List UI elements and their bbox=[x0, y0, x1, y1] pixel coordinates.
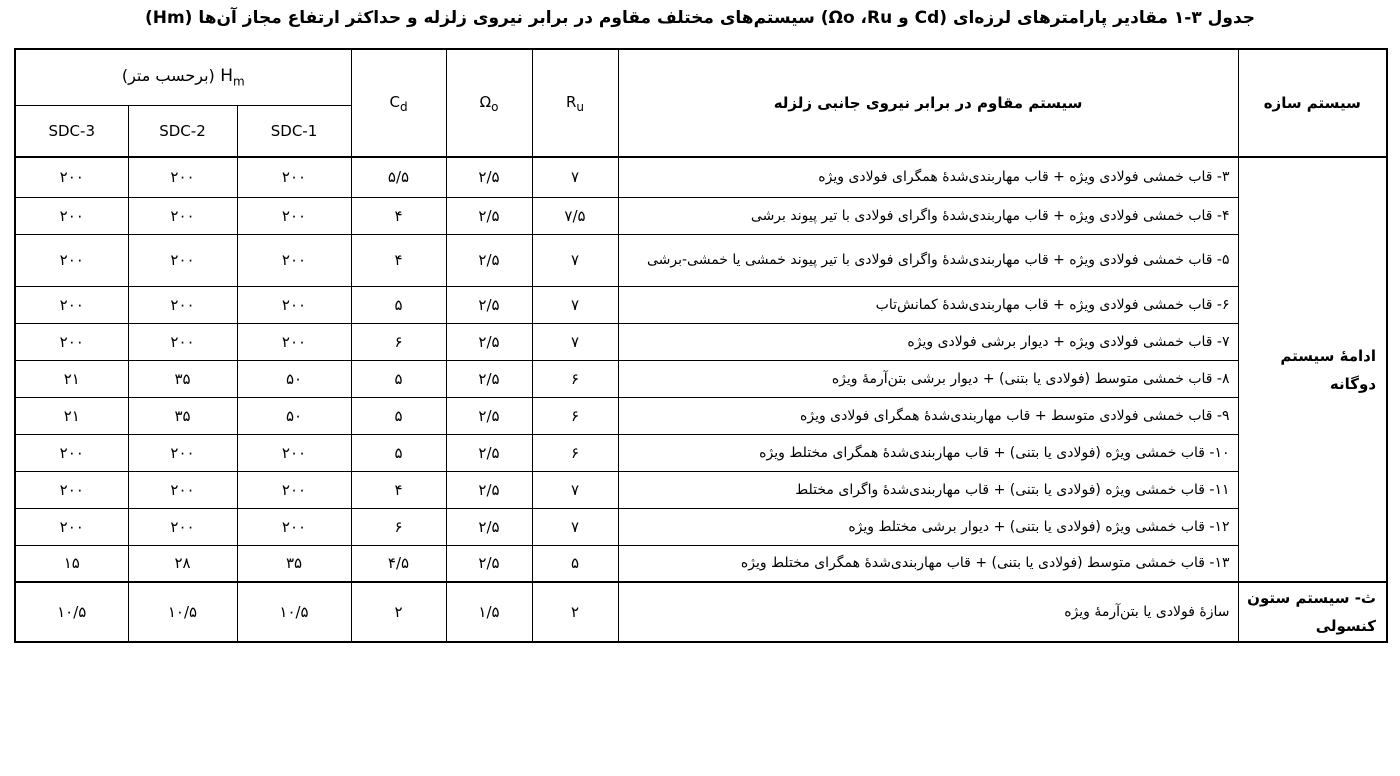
ru-subscript: u bbox=[576, 99, 585, 114]
omega-cell: ۲/۵ bbox=[446, 471, 532, 508]
seismic-parameters-table bbox=[14, 48, 1388, 643]
sdc2-cell: ۳۵ bbox=[128, 397, 237, 434]
sdc3-cell: ۲۰۰ bbox=[15, 197, 128, 234]
system-description: ۱۰- قاب خمشی ویژه (فولادی یا بتنی) + قاب مهاربندی‌شدهٔ همگرای مختلط ویژه bbox=[618, 434, 1238, 471]
table-row bbox=[15, 157, 1387, 197]
ru-header bbox=[532, 49, 618, 157]
ru-cell: ۷ bbox=[532, 323, 618, 360]
sdc3-cell: ۲۰۰ bbox=[15, 286, 128, 323]
system-description: ۶- قاب خمشی فولادی ویژه + قاب مهاربندی‌شدهٔ کمانش‌تاب bbox=[618, 286, 1238, 323]
structure-system-header: سیستم سازه bbox=[1238, 49, 1387, 157]
sdc3-cell: ۲۰۰ bbox=[15, 471, 128, 508]
sdc3-cell: ۱۵ bbox=[15, 545, 128, 582]
system-description: ۴- قاب خمشی فولادی ویژه + قاب مهاربندی‌شدهٔ واگرای فولادی با تیر پیوند برشی bbox=[618, 197, 1238, 234]
system-description: ۷- قاب خمشی فولادی ویژه + دیوار برشی فولادی ویژه bbox=[618, 323, 1238, 360]
hm-symbol: H bbox=[220, 66, 233, 87]
hm-unit: (برحسب متر) bbox=[121, 66, 215, 86]
sdc3-cell: ۲۰۰ bbox=[15, 323, 128, 360]
ru-cell: ۶ bbox=[532, 434, 618, 471]
system-description: ۵- قاب خمشی فولادی ویژه + قاب مهاربندی‌شدهٔ واگرای فولادی با تیر پیوند خمشی یا خمشی-برشی bbox=[618, 234, 1238, 286]
sdc1-cell: ۲۰۰ bbox=[237, 234, 351, 286]
sdc2-cell: ۱۰/۵ bbox=[128, 582, 237, 642]
ru-cell: ۶ bbox=[532, 397, 618, 434]
cd-cell: ۵ bbox=[351, 360, 446, 397]
sdc1-cell: ۲۰۰ bbox=[237, 323, 351, 360]
sdc3-cell: ۱۰/۵ bbox=[15, 582, 128, 642]
cd-cell: ۵ bbox=[351, 397, 446, 434]
omega-cell: ۲/۵ bbox=[446, 286, 532, 323]
sdc1-cell: ۲۰۰ bbox=[237, 508, 351, 545]
hm-subscript: m bbox=[232, 74, 245, 89]
table-row bbox=[15, 471, 1387, 508]
cd-cell: ۴ bbox=[351, 234, 446, 286]
sdc2-cell: ۳۵ bbox=[128, 360, 237, 397]
ru-cell: ۷ bbox=[532, 508, 618, 545]
sdc1-cell: ۵۰ bbox=[237, 360, 351, 397]
sdc2-cell: ۲۸ bbox=[128, 545, 237, 582]
sdc2-cell: ۲۰۰ bbox=[128, 508, 237, 545]
cd-cell: ۶ bbox=[351, 508, 446, 545]
system-description: ۳- قاب خمشی فولادی ویژه + قاب مهاربندی‌شدهٔ همگرای فولادی ویژه bbox=[618, 157, 1238, 197]
ru-cell: ۷ bbox=[532, 157, 618, 197]
omega-cell: ۲/۵ bbox=[446, 508, 532, 545]
omega-cell: ۲/۵ bbox=[446, 323, 532, 360]
resisting-system-header: سیستم مقاوم در برابر نیروی جانبی زلزله bbox=[618, 49, 1238, 157]
system-description: ۸- قاب خمشی متوسط (فولادی یا بتنی) + دیوار برشی بتن‌آرمهٔ ویژه bbox=[618, 360, 1238, 397]
system-description: ۱۱- قاب خمشی ویژه (فولادی یا بتنی) + قاب مهاربندی‌شدهٔ واگرای مختلط bbox=[618, 471, 1238, 508]
sdc3-header: SDC-3 bbox=[15, 105, 128, 157]
sdc1-cell: ۲۰۰ bbox=[237, 157, 351, 197]
sdc1-cell: ۲۰۰ bbox=[237, 434, 351, 471]
cd-cell: ۵ bbox=[351, 434, 446, 471]
sdc1-cell: ۱۰/۵ bbox=[237, 582, 351, 642]
ru-cell: ۷/۵ bbox=[532, 197, 618, 234]
system-description: سازهٔ فولادی یا بتن‌آرمهٔ ویژه bbox=[618, 582, 1238, 642]
ru-symbol: R bbox=[565, 92, 577, 111]
cd-cell: ۲ bbox=[351, 582, 446, 642]
ru-cell: ۷ bbox=[532, 471, 618, 508]
ru-cell: ۶ bbox=[532, 360, 618, 397]
cd-subscript: d bbox=[399, 99, 408, 114]
table-row bbox=[15, 545, 1387, 582]
omega-header bbox=[446, 49, 532, 157]
sdc2-cell: ۲۰۰ bbox=[128, 434, 237, 471]
omega-cell: ۲/۵ bbox=[446, 234, 532, 286]
table-row bbox=[15, 397, 1387, 434]
cd-cell: ۵/۵ bbox=[351, 157, 446, 197]
sdc1-cell: ۲۰۰ bbox=[237, 471, 351, 508]
omega-cell: ۲/۵ bbox=[446, 434, 532, 471]
omega-symbol: Ω bbox=[479, 92, 492, 111]
sdc3-cell: ۲۱ bbox=[15, 360, 128, 397]
sdc2-cell: ۲۰۰ bbox=[128, 234, 237, 286]
omega-cell: ۲/۵ bbox=[446, 197, 532, 234]
sdc3-cell: ۲۱ bbox=[15, 397, 128, 434]
omega-subscript: o bbox=[491, 99, 499, 114]
cd-cell: ۴ bbox=[351, 471, 446, 508]
system-description: ۹- قاب خمشی فولادی متوسط + قاب مهاربندی‌شدهٔ همگرای فولادی ویژه bbox=[618, 397, 1238, 434]
table-caption: جدول ۳-۱ مقادیر پارامترهای لرزه‌ای (Cd و Ωo ،Ru) سیستم‌های مختلف مقاوم در برابر نیروی زلزله و حداکثر ارتفاع مجاز آن‌ها (Hm) bbox=[144, 8, 1256, 28]
cd-cell: ۴/۵ bbox=[351, 545, 446, 582]
hm-header bbox=[15, 49, 351, 105]
group-cantilever-system: ث- سیستم ستون کنسولی bbox=[1238, 582, 1387, 642]
sdc2-cell: ۲۰۰ bbox=[128, 286, 237, 323]
cd-header bbox=[351, 49, 446, 157]
sdc2-cell: ۲۰۰ bbox=[128, 197, 237, 234]
omega-cell: ۲/۵ bbox=[446, 397, 532, 434]
table-row bbox=[15, 197, 1387, 234]
sdc1-cell: ۵۰ bbox=[237, 397, 351, 434]
omega-cell: ۲/۵ bbox=[446, 157, 532, 197]
sdc2-cell: ۲۰۰ bbox=[128, 471, 237, 508]
ru-cell: ۷ bbox=[532, 234, 618, 286]
sdc3-cell: ۲۰۰ bbox=[15, 434, 128, 471]
sdc1-cell: ۲۰۰ bbox=[237, 286, 351, 323]
omega-cell: ۱/۵ bbox=[446, 582, 532, 642]
table-row bbox=[15, 508, 1387, 545]
sdc3-cell: ۲۰۰ bbox=[15, 508, 128, 545]
sdc3-cell: ۲۰۰ bbox=[15, 234, 128, 286]
cd-symbol: C bbox=[389, 92, 400, 111]
sdc1-header: SDC-1 bbox=[237, 105, 351, 157]
table-row bbox=[15, 582, 1387, 642]
cd-cell: ۶ bbox=[351, 323, 446, 360]
table-row bbox=[15, 286, 1387, 323]
omega-cell: ۲/۵ bbox=[446, 545, 532, 582]
table-row bbox=[15, 323, 1387, 360]
sdc2-header: SDC-2 bbox=[128, 105, 237, 157]
omega-cell: ۲/۵ bbox=[446, 360, 532, 397]
sdc1-cell: ۳۵ bbox=[237, 545, 351, 582]
ru-cell: ۷ bbox=[532, 286, 618, 323]
cd-cell: ۴ bbox=[351, 197, 446, 234]
system-description: ۱۳- قاب خمشی متوسط (فولادی یا بتنی) + قاب مهاربندی‌شدهٔ همگرای مختلط ویژه bbox=[618, 545, 1238, 582]
table-row bbox=[15, 360, 1387, 397]
system-description: ۱۲- قاب خمشی ویژه (فولادی یا بتنی) + دیوار برشی مختلط ویژه bbox=[618, 508, 1238, 545]
sdc2-cell: ۲۰۰ bbox=[128, 323, 237, 360]
table-row bbox=[15, 434, 1387, 471]
group-dual-system: ادامهٔ سیستم دوگانه bbox=[1238, 157, 1387, 582]
cd-cell: ۵ bbox=[351, 286, 446, 323]
ru-cell: ۵ bbox=[532, 545, 618, 582]
sdc2-cell: ۲۰۰ bbox=[128, 157, 237, 197]
sdc1-cell: ۲۰۰ bbox=[237, 197, 351, 234]
sdc3-cell: ۲۰۰ bbox=[15, 157, 128, 197]
table-body bbox=[15, 157, 1387, 642]
table-row bbox=[15, 234, 1387, 286]
ru-cell: ۲ bbox=[532, 582, 618, 642]
